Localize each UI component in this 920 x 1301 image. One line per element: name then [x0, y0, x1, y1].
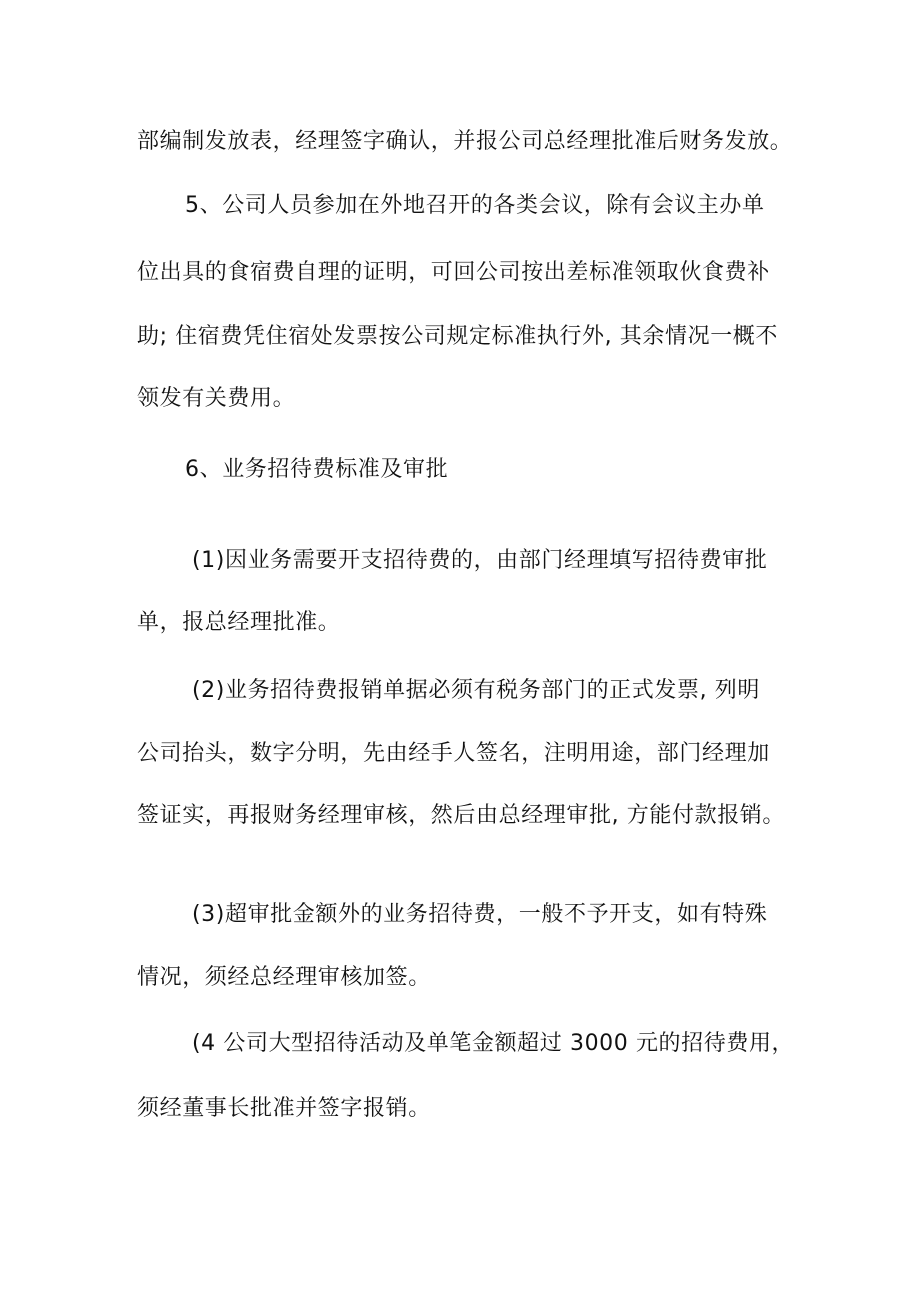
- paragraph-line: 公司抬头，数字分明，先由经手人签名，注明用途，部门经理加: [137, 741, 770, 766]
- paragraph-line: 签证实，再报财务经理审核，然后由总经理审批, 方能付款报销。: [137, 803, 785, 828]
- paragraph-line: (1)因业务需要开支招待费的，由部门经理填写招待费审批: [192, 548, 768, 573]
- paragraph-line: (4 公司大型招待活动及单笔金额超过 3000 元的招待费用，: [192, 1031, 795, 1056]
- paragraph-line: 部编制发放表，经理签字确认，并报公司总经理批准后财务发放。: [137, 129, 793, 154]
- paragraph-line: 须经董事长批准并签字报销。: [137, 1096, 431, 1121]
- section-heading: 6、业务招待费标准及审批: [185, 457, 449, 482]
- paragraph-line: (2)业务招待费报销单据必须有税务部门的正式发票, 列明: [192, 678, 760, 703]
- paragraph-line: 位出具的食宿费自理的证明，可回公司按出差标准领取伙食费补: [137, 260, 770, 285]
- paragraph-line: 领发有关费用。: [137, 386, 296, 411]
- paragraph-line: (3)超审批金额外的业务招待费，一般不予开支，如有特殊: [192, 902, 768, 927]
- paragraph-line: 5、公司人员参加在外地召开的各类会议，除有会议主办单: [185, 193, 765, 218]
- paragraph-line: 助; 住宿费凭住宿处发票按公司规定标准执行外, 其余情况一概不: [137, 324, 778, 349]
- paragraph-line: 单，报总经理批准。: [137, 610, 341, 635]
- paragraph-line: 情况，须经总经理审核加签。: [137, 965, 431, 990]
